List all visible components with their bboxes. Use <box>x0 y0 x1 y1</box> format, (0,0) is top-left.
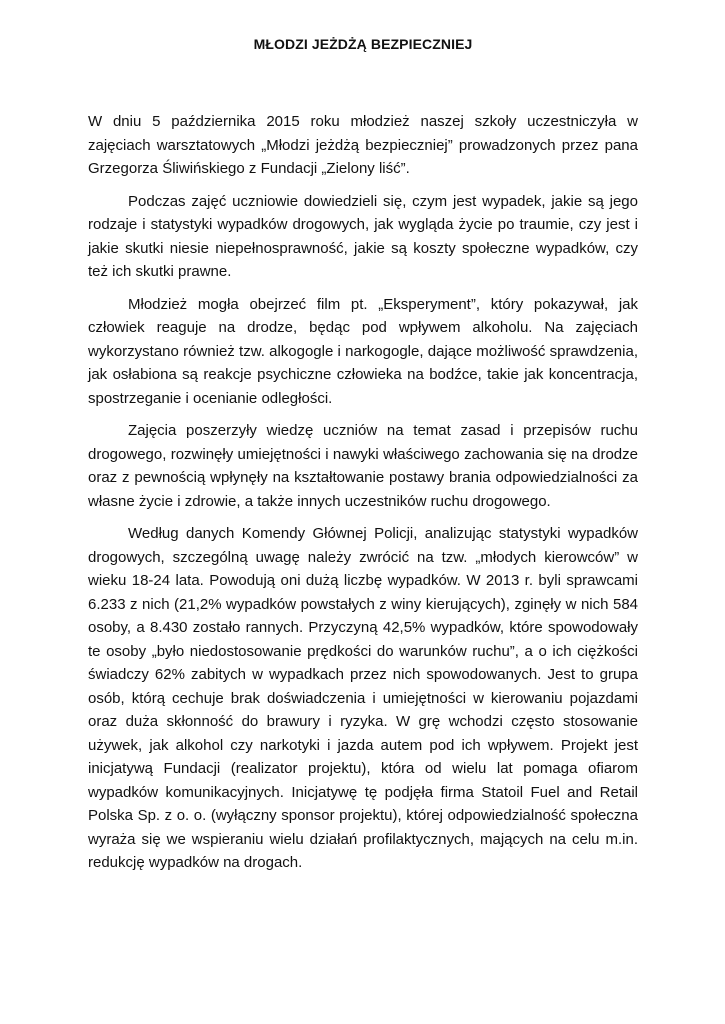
paragraph-intro: W dniu 5 października 2015 roku młodzież naszej szkoły uczestniczyła w zajęciach warsztatowych „Młodzi jeżdżą bezpieczniej” prowadzonych przez pana Grzegorza Śliwińskiego z Fundacji „Zielony liść”. <box>88 113 638 177</box>
document-title: MŁODZI JEŻDŻĄ BEZPIECZNIEJ <box>253 36 473 52</box>
paragraph-workshop-topics: Podczas zajęć uczniowie dowiedzieli się, czym jest wypadek, jakie są jego rodzaje i statystyki wypadków drogowych, jak wygląda życie po traumie, czy jest i jakie skutki niesie niepełnosprawność, jakie są koszty społeczne wypadków, czy też ich skutki prawne. <box>88 192 638 280</box>
paragraph-film-and-goggles: Młodzież mogła obejrzeć film pt. „Eksperyment”, który pokazywał, jak człowiek reaguje na drodze, będąc pod wpływem alkoholu. Na zajęciach wykorzystano również tzw. alkogogle i narkogogle, dające możliwość sprawdzenia, jak osłabiona są reakcje psychiczne człowieka na bodźce, takie jak koncentracja, spostrzeganie i ocenianie odległości. <box>88 295 638 407</box>
paragraph-outcomes: Zajęcia poszerzyły wiedzę uczniów na temat zasad i przepisów ruchu drogowego, rozwinęły umiejętności i nawyki właściwego zachowania się na drodze oraz z pewnością wpłynęły na kształtowanie postawy brania odpowiedzialności za własne życie i zdrowie, a także innych uczestników ruchu drogowego. <box>88 422 638 510</box>
document-page <box>88 34 638 884</box>
paragraph-police-statistics: Według danych Komendy Głównej Policji, analizując statystyki wypadków drogowych, szczególną uwagę należy zwrócić na tzw. „młodych kierowców” w wieku 18-24 lata. Powodują oni dużą liczbę wypadków. W 2013 r. byli sprawcami 6.233 z nich (21,2% wypadków powstałych z winy kierujących), zginęły w nich 584 osoby, a 8.430 zostało rannych. Przyczyną 42,5% wypadków, które spowodowały te osoby „było niedostosowanie prędkości do warunków ruchu”, a o ich ciężkości świadczy 62% zabitych w wypadkach przez nich spowodowanych. Jest to grupa osób, którą cechuje brak doświadczenia i umiejętności w kierowaniu pojazdami oraz duża skłonność do brawury i ryzyka. W grę wchodzi często stosowanie używek, jak alkohol czy narkotyki i jazda autem pod ich wpływem. Projekt jest inicjatywą Fundacji (realizator projektu), która od wielu lat pomaga ofiarom wypadków komunikacyjnych. Inicjatywę tę podjęła firma Statoil Fuel and Retail Polska Sp. z o. o. (wyłączny sponsor projektu), której odpowiedzialność społeczna wyraża się we wspieraniu wielu działań profilaktycznych, mających na celu m.in. redukcję wypadków na drogach. <box>88 525 638 871</box>
